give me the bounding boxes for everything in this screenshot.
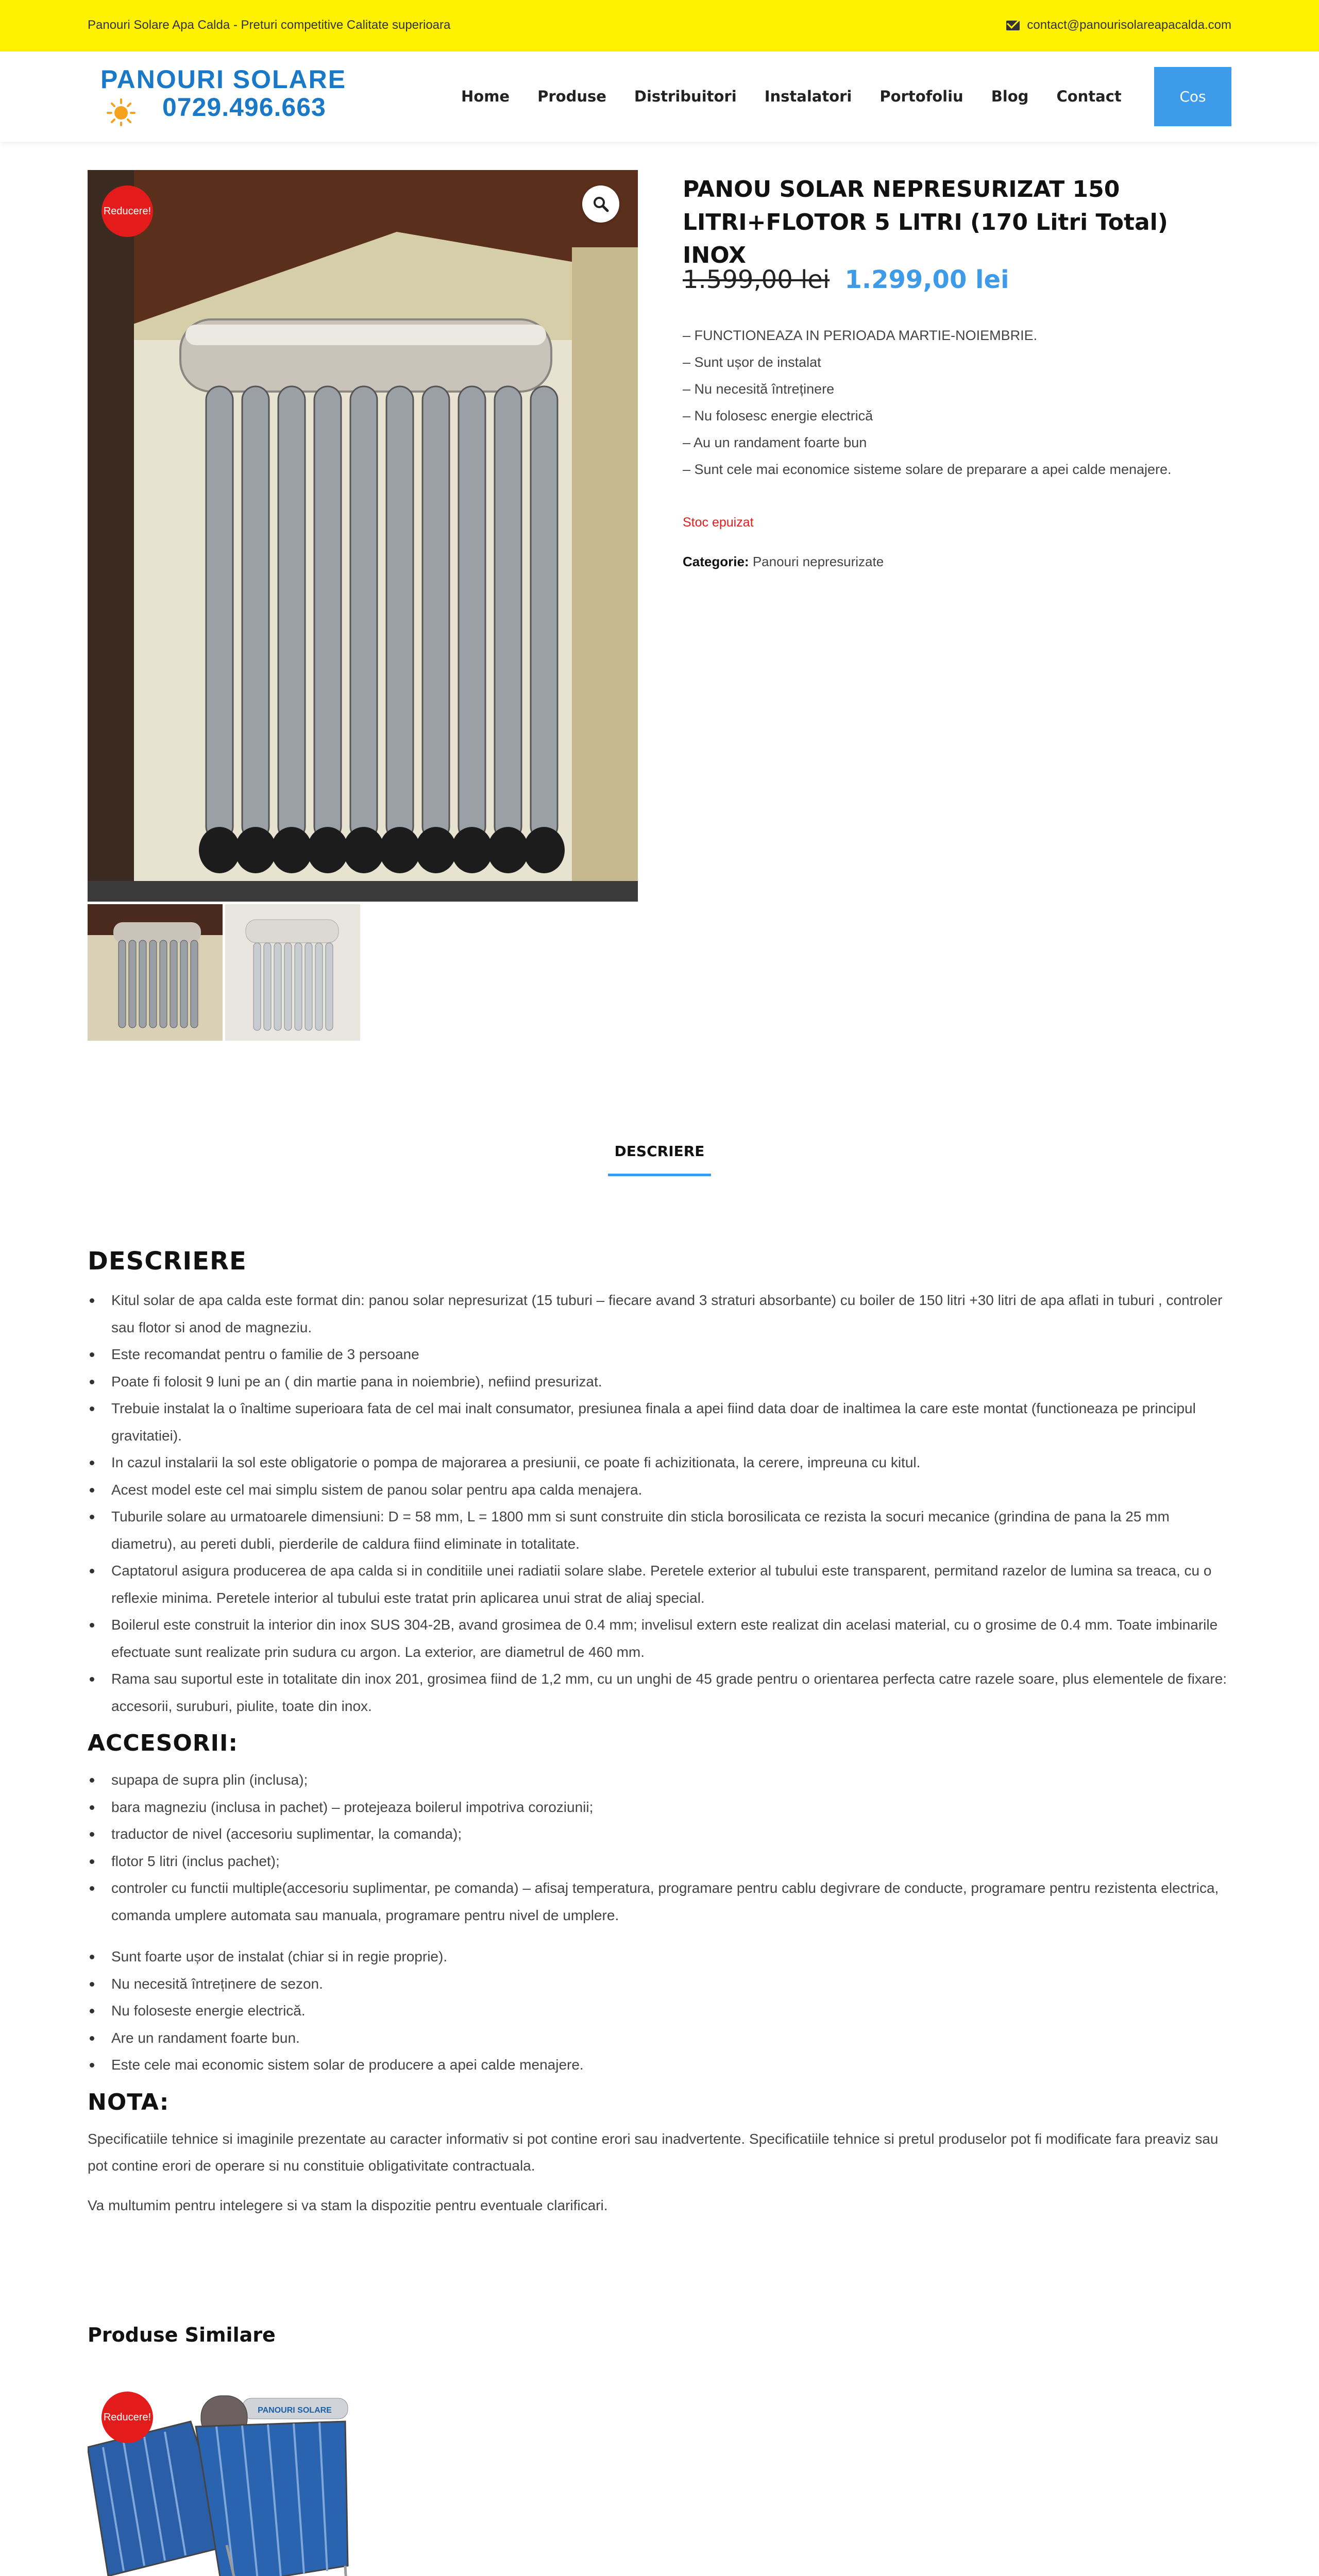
thumbnail-image (225, 904, 360, 1041)
active-tab-indicator (608, 1174, 711, 1176)
related-products-heading: Produse Similare (88, 2324, 276, 2346)
feature-line: – Sunt cele mai economice sisteme solare de preparare a apei calde menajere. (683, 462, 1172, 477)
related-sale-badge: Reducere! (102, 2392, 153, 2443)
list-item: Rama sau suportul este in totalitate din inox 201, grosimea fiind de 1,2 mm, cu un unghi de 45 grade pentru o orientarea perfecta catre razele soare, plus elementele de fixare: accesorii, suruburi, piulite, toate din inox. (88, 1666, 1231, 1720)
list-item: supapa de supra plin (inclusa); (88, 1767, 1231, 1794)
list-item: controler cu functii multiple(accesoriu suplimentar, pe comanda) – afisaj temperatura, programare pentru cablu degivrare de conducte, programare pentru rezistenta electrica, comanda umplere automata sau manuala, programare pentru nivel de umplere. (88, 1875, 1231, 1929)
nav-blog[interactable]: Blog (991, 88, 1029, 105)
sale-badge: Reducere! (102, 185, 153, 237)
feature-line: – Nu necesită întreținere (683, 381, 835, 397)
list-item: Este recomandat pentru o familie de 3 persoane (88, 1341, 1231, 1368)
list-item: bara magneziu (inclusa in pachet) – protejeaza boilerul impotriva coroziunii; (88, 1794, 1231, 1821)
list-item: Captatorul asigura producerea de apa calda si in conditiile unei radiatii solare slabe. Peretele exterior al tubului este transparent, permitand razelor de lumina sa treaca, cu o reflexie minima. Peretele interior al tubului este tratat prin aplicarea unui strat de aliaj special. (88, 1557, 1231, 1612)
list-item: Acest model este cel mai simplu sistem de panou solar pentru apa calda menajera. (88, 1477, 1231, 1504)
nav-distribuitori[interactable]: Distribuitori (634, 88, 737, 105)
product-short-description (683, 322, 1172, 483)
list-item: Kitul solar de apa calda este format din: panou solar nepresurizat (15 tuburi – fiecare avand 3 straturi absorbante) cu boiler de 150 litri +30 litri de apa aflati in tuburi , controler sau flotor si anod de magneziu. (88, 1287, 1231, 1341)
list-item: Nu foloseste energie electrică. (88, 1997, 1231, 2025)
feature-line: – Sunt ușor de instalat (683, 354, 821, 370)
list-item: flotor 5 litri (inclus pachet); (88, 1848, 1231, 1875)
product-price (683, 265, 1009, 294)
product-main-image[interactable] (88, 170, 638, 902)
product-category (683, 554, 884, 570)
benefits-list (88, 1943, 1231, 2079)
list-item: Are un randament foarte bun. (88, 2025, 1231, 2052)
sun-icon (106, 95, 149, 126)
envelope-icon (1006, 21, 1020, 30)
product-title: PANOU SOLAR NEPRESURIZAT 150 LITRI+FLOTOR 5 LITRI (170 Litri Total) INOX (683, 176, 1168, 268)
list-item: Sunt foarte ușor de instalat (chiar si in regie proprie). (88, 1943, 1231, 1971)
solar-panel-illustration (88, 170, 638, 902)
topbar-email-link[interactable] (1006, 18, 1231, 32)
related-image-label: PANOURI SOLARE (258, 2406, 332, 2415)
old-price: 1.599,00 lei (683, 265, 830, 294)
logo-phone: 0729.496.663 (162, 93, 326, 122)
sale-price: 1.299,00 lei (844, 265, 1009, 294)
category-label: Categorie: (683, 554, 749, 569)
thanks-text: Va multumim pentru intelegere si va stam la dispozitie pentru eventuale clarificari. (88, 2197, 608, 2213)
feature-line: – FUNCTIONEAZA IN PERIOADA MARTIE-NOIEMBRIE. (683, 328, 1038, 343)
top-bar (0, 0, 1319, 52)
note-heading: NOTA: (88, 2089, 170, 2115)
zoom-button[interactable] (582, 185, 619, 223)
list-item: Tuburile solare au urmatoarele dimensiuni: D = 58 mm, L = 1800 mm si sunt construite din sticla borosilicata ce rezista la socuri mecanice (grindina de pana la 25 mm diametru), au pereti dubli, pierderile de caldura fiind eliminate in totalitate. (88, 1503, 1231, 1557)
list-item: Este cele mai economic sistem solar de producere a apei calde menajere. (88, 2052, 1231, 2079)
list-item: Nu necesită întreținere de sezon. (88, 1971, 1231, 1998)
topbar-tagline: Panouri Solare Apa Calda - Preturi competitive Calitate superioara (88, 18, 451, 32)
accessories-list (88, 1767, 1231, 1929)
cart-button[interactable]: Cos (1154, 67, 1231, 126)
stock-status: Stoc epuizat (683, 515, 754, 530)
accessories-heading: ACCESORII: (88, 1730, 239, 1756)
nav-instalatori[interactable]: Instalatori (764, 88, 852, 105)
nav-produse[interactable]: Produse (537, 88, 606, 105)
description-panel (88, 1247, 1231, 2231)
site-logo[interactable] (90, 64, 348, 126)
list-item: traductor de nivel (accesoriu suplimentar, la comanda); (88, 1821, 1231, 1848)
tab-description[interactable]: DESCRIERE (614, 1143, 705, 1160)
feature-line: – Au un randament foarte bun (683, 435, 867, 450)
nav-portofoliu[interactable]: Portofoliu (880, 88, 963, 105)
description-list (88, 1287, 1231, 1720)
product-thumbnail-1[interactable] (88, 904, 223, 1041)
category-link[interactable]: Panouri nepresurizate (752, 554, 884, 569)
list-item: In cazul instalarii la sol este obligatorie o pompa de majorarea a presiunii, ce poate fi achizitionata, la cerere, impreuna cu kitul. (88, 1449, 1231, 1477)
list-item: Trebuie instalat la o înaltime superioara fata de cel mai inalt consumator, presiunea finala a apei fiind data doar de inaltimea la care este montat (functioneaza pe principul gravitatiei). (88, 1395, 1231, 1449)
note-text: Specificatiile tehnice si imaginile prezentate au caracter informativ si pot contine erori sau inadvertente. Specificatiile tehnice si pretul produselor pot fi modificate fara preaviz sau pot contine erori de operare si nu constituie obligativitate contractuala. (88, 2130, 1219, 2174)
logo-title: PANOURI SOLARE (100, 65, 347, 94)
site-header (0, 52, 1319, 142)
nav-home[interactable]: Home (461, 88, 510, 105)
product-thumbnail-2[interactable] (225, 904, 360, 1041)
thumbnail-image (88, 904, 223, 1041)
description-heading: DESCRIERE (88, 1247, 247, 1276)
main-nav (461, 88, 1149, 105)
topbar-email[interactable]: contact@panourisolareapacalda.com (1027, 18, 1231, 32)
feature-line: – Nu folosesc energie electrică (683, 408, 873, 423)
list-item: Boilerul este construit la interior din inox SUS 304-2B, avand grosimea de 0.4 mm; invelisul extern este realizat din acelasi material, cu o grosime de 0.4 mm. Toate imbinarile efectuate sunt realizate prin sudura cu argon. La exterior, are diametrul de 460 mm. (88, 1612, 1231, 1666)
magnifier-icon (592, 195, 610, 213)
nav-contact[interactable]: Contact (1056, 88, 1122, 105)
list-item: Poate fi folosit 9 luni pe an ( din martie pana in noiembrie), nefiind presurizat. (88, 1368, 1231, 1396)
